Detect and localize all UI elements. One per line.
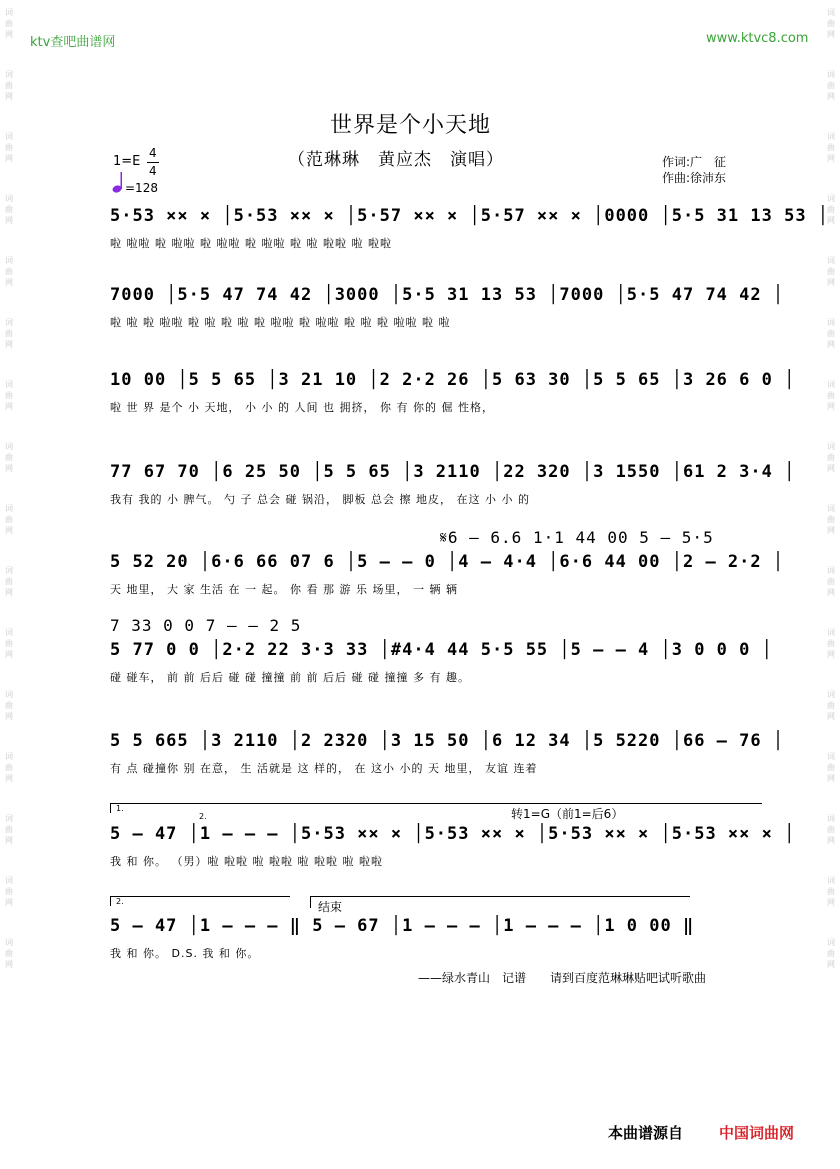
key-signature: 1=E — [113, 154, 141, 169]
score-row-4-notes: 77 67 70 │6 25 50 │5 5 65 │3 2110 │22 320 │3 1550 │61 2 3·4 │ — [110, 462, 796, 482]
watermark-glyph: 曲 — [827, 515, 835, 524]
volta-2-ending-label: 2. — [116, 897, 124, 906]
watermark-glyph: 曲 — [5, 81, 13, 90]
ending-label: 结束 — [318, 900, 343, 914]
watermark-glyph: 网 — [5, 30, 13, 39]
source-label: 本曲谱源自 — [608, 1124, 684, 1142]
watermark-glyph: 词 — [827, 814, 835, 823]
watermark-glyph: 曲 — [827, 453, 835, 462]
score-row-2-notes: 7000 │5·5 47 74 42 │3000 │5·5 31 13 53 │7000 │5·5 47 74 42 │ — [110, 285, 785, 305]
score-row-6-lyrics: 碰 碰车， 前 前 后后 碰 碰 撞撞 前 前 后后 碰 碰 撞撞 多 有 趣。 — [110, 671, 470, 684]
watermark-glyph: 曲 — [5, 391, 13, 400]
watermark-glyph: 曲 — [5, 763, 13, 772]
composer-credit: 作曲:徐沛东 — [662, 171, 727, 185]
watermark-glyph: 网 — [5, 402, 13, 411]
watermark-glyph: 网 — [827, 774, 835, 783]
watermark-glyph: 曲 — [827, 391, 835, 400]
volta-1-label: 1. — [116, 804, 124, 813]
watermark-glyph: 曲 — [827, 205, 835, 214]
watermark-glyph: 网 — [5, 278, 13, 287]
song-title: 世界是个小天地 — [330, 113, 492, 138]
watermark-glyph: 网 — [5, 340, 13, 349]
watermark-glyph: 词 — [5, 752, 13, 761]
score-row-5-lyrics: 天 地里， 大 家 生活 在 一 起。 你 看 那 游 乐 场里， 一 辆 辆 — [110, 583, 458, 596]
watermark-glyph: 词 — [827, 628, 835, 637]
watermark-glyph: 曲 — [827, 825, 835, 834]
watermark-glyph: 曲 — [827, 267, 835, 276]
volta-2-label: 2. — [199, 812, 207, 821]
watermark-glyph: 曲 — [827, 577, 835, 586]
watermark-glyph: 曲 — [5, 701, 13, 710]
watermark-glyph: 曲 — [827, 81, 835, 90]
watermark-glyph: 网 — [827, 92, 835, 101]
watermark-glyph: 词 — [5, 70, 13, 79]
watermark-glyph: 词 — [827, 442, 835, 451]
ending-bracket-start — [110, 896, 111, 906]
watermark-glyph: 曲 — [827, 701, 835, 710]
left-watermark-column — [2, 0, 16, 1169]
ending-bracket-line — [110, 896, 290, 897]
watermark-glyph: 词 — [5, 256, 13, 265]
watermark-glyph: 曲 — [5, 577, 13, 586]
watermark-glyph: 网 — [827, 154, 835, 163]
watermark-glyph: 词 — [5, 380, 13, 389]
watermark-glyph: 曲 — [5, 639, 13, 648]
watermark-glyph: 曲 — [5, 329, 13, 338]
watermark-glyph: 网 — [5, 588, 13, 597]
watermark-glyph: 词 — [827, 938, 835, 947]
score-row-5-upper-voice: 𝄋6 — 6.6 1·1 44 00 5 — 5·5 — [440, 528, 714, 547]
watermark-glyph: 网 — [827, 464, 835, 473]
watermark-glyph: 词 — [5, 938, 13, 947]
watermark-glyph: 词 — [827, 876, 835, 885]
watermark-glyph: 词 — [827, 256, 835, 265]
score-row-1-notes: 5·53 ×× × │5·53 ×× × │5·57 ×× × │5·57 ×× × │0000 │5·5 31 13 53 │ — [110, 206, 830, 226]
score-row-4-lyrics: 我有 我的 小 脾气。 勺 子 总会 碰 锅沿， 脚板 总会 擦 地皮， 在这 小 小 的 — [110, 493, 530, 506]
watermark-glyph: 网 — [5, 712, 13, 721]
watermark-glyph: 网 — [5, 216, 13, 225]
source-site-link[interactable]: 中国词曲网 — [719, 1124, 795, 1142]
watermark-glyph: 词 — [5, 566, 13, 575]
watermark-glyph: 网 — [5, 836, 13, 845]
watermark-glyph: 词 — [5, 690, 13, 699]
watermark-glyph: 词 — [827, 318, 835, 327]
score-row-5-notes: 5 52 20 │6·6 66 07 6 │5 — — 0 │4 — 4·4 │6·6 44 00 │2 — 2·2 │ — [110, 552, 785, 572]
watermark-glyph: 网 — [827, 898, 835, 907]
quarter-note-icon — [112, 170, 124, 194]
watermark-glyph: 曲 — [5, 515, 13, 524]
watermark-glyph: 曲 — [827, 949, 835, 958]
site-link-left[interactable]: ktv查吧曲谱网 — [30, 35, 116, 50]
watermark-glyph: 网 — [827, 650, 835, 659]
volta-bracket-line — [110, 803, 762, 804]
watermark-glyph: 曲 — [827, 763, 835, 772]
score-row-7-lyrics: 有 点 碰撞你 别 在意， 生 活就是 这 样的， 在 这小 小的 天 地里， 友谊 连着 — [110, 762, 538, 775]
score-row-3-notes: 10 00 │5 5 65 │3 21 10 │2 2·2 26 │5 63 30 │5 5 65 │3 26 6 0 │ — [110, 370, 796, 390]
watermark-glyph: 词 — [5, 8, 13, 17]
watermark-glyph: 词 — [5, 442, 13, 451]
watermark-glyph: 网 — [5, 526, 13, 535]
coda-bracket-line — [310, 896, 690, 897]
score-row-1-lyrics: 啦 啦啦 啦 啦啦 啦 啦啦 啦 啦啦 啦 啦 啦啦 啦 啦啦 — [110, 237, 392, 250]
right-watermark-column — [824, 0, 838, 1169]
watermark-glyph: 词 — [827, 194, 835, 203]
watermark-glyph: 词 — [5, 504, 13, 513]
watermark-glyph: 曲 — [5, 453, 13, 462]
watermark-glyph: 网 — [5, 154, 13, 163]
watermark-glyph: 网 — [827, 836, 835, 845]
watermark-glyph: 网 — [827, 960, 835, 969]
watermark-glyph: 网 — [827, 340, 835, 349]
watermark-glyph: 网 — [827, 402, 835, 411]
watermark-glyph: 网 — [827, 278, 835, 287]
watermark-glyph: 词 — [827, 566, 835, 575]
watermark-glyph: 网 — [5, 898, 13, 907]
score-row-6-notes: 5 77 0 0 │2·2 22 3·3 33 │#4·4 44 5·5 55 │5 — — 4 │3 0 0 0 │ — [110, 640, 773, 660]
key-change-marking: 转1=G（前1=后6） — [511, 807, 624, 821]
song-singers: （范琳琳 黄应杰 演唱） — [288, 150, 504, 170]
watermark-glyph: 网 — [5, 92, 13, 101]
watermark-glyph: 词 — [827, 70, 835, 79]
watermark-glyph: 网 — [827, 588, 835, 597]
score-row-8-notes: 5 — 47 │1 — — — │5·53 ×× × │5·53 ×× × │5·53 ×× × │5·53 ×× × │ — [110, 824, 796, 844]
watermark-glyph: 网 — [827, 712, 835, 721]
score-row-8-lyrics: 我 和 你。 （男）啦 啦啦 啦 啦啦 啦 啦啦 啦 啦啦 — [110, 855, 383, 868]
watermark-glyph: 网 — [827, 216, 835, 225]
score-row-6-upper-voice: 7 33 0 0 7 — — 2 5 — [110, 616, 302, 635]
watermark-glyph: 词 — [5, 814, 13, 823]
watermark-glyph: 词 — [827, 8, 835, 17]
watermark-glyph: 曲 — [5, 267, 13, 276]
score-row-9-lyrics: 我 和 你。 D.S. 我 和 你。 — [110, 947, 260, 960]
watermark-glyph: 词 — [827, 380, 835, 389]
watermark-glyph: 词 — [827, 752, 835, 761]
watermark-glyph: 曲 — [5, 825, 13, 834]
lyricist-credit: 作词:广 征 — [662, 155, 727, 169]
time-signature-bottom: 4 — [149, 164, 157, 178]
watermark-glyph: 词 — [5, 194, 13, 203]
watermark-glyph: 词 — [5, 318, 13, 327]
watermark-glyph: 词 — [827, 132, 835, 141]
watermark-glyph: 网 — [5, 960, 13, 969]
watermark-glyph: 词 — [5, 628, 13, 637]
watermark-glyph: 曲 — [827, 639, 835, 648]
watermark-glyph: 网 — [5, 774, 13, 783]
watermark-glyph: 曲 — [827, 329, 835, 338]
watermark-glyph: 曲 — [5, 949, 13, 958]
score-row-2-lyrics: 啦 啦 啦 啦啦 啦 啦 啦 啦 啦 啦啦 啦 啦啦 啦 啦 啦 啦啦 啦 啦 — [110, 316, 451, 329]
score-row-9-notes: 5 — 47 │1 — — — ‖ 5 — 67 │1 — — — │1 — — — │1 0 00 ‖ — [110, 916, 695, 936]
transcriber-credit: ——绿水青山 记谱 请到百度范琳琳贴吧试听歌曲 — [418, 971, 707, 985]
watermark-glyph: 网 — [827, 526, 835, 535]
watermark-glyph: 词 — [827, 690, 835, 699]
watermark-glyph: 曲 — [827, 143, 835, 152]
watermark-glyph: 曲 — [827, 887, 835, 896]
site-link-right[interactable]: www.ktvc8.com — [706, 31, 809, 46]
volta-bracket-start — [110, 803, 111, 813]
score-row-7-notes: 5 5 665 │3 2110 │2 2320 │3 15 50 │6 12 34 │5 5220 │66 — 76 │ — [110, 731, 785, 751]
score-row-3-lyrics: 啦 世 界 是个 小 天地， 小 小 的 人间 也 拥挤， 你 有 你的 倔 性格， — [110, 401, 494, 414]
time-signature-top: 4 — [149, 146, 157, 160]
time-signature-line — [147, 162, 159, 163]
watermark-glyph: 网 — [827, 30, 835, 39]
watermark-glyph: 曲 — [827, 19, 835, 28]
watermark-glyph: 词 — [5, 876, 13, 885]
watermark-glyph: 词 — [827, 504, 835, 513]
watermark-glyph: 曲 — [5, 19, 13, 28]
watermark-glyph: 网 — [5, 650, 13, 659]
watermark-glyph: 曲 — [5, 887, 13, 896]
watermark-glyph: 曲 — [5, 143, 13, 152]
watermark-glyph: 词 — [5, 132, 13, 141]
tempo-marking: =128 — [125, 181, 158, 195]
watermark-glyph: 网 — [5, 464, 13, 473]
coda-bracket-start — [310, 896, 311, 908]
watermark-glyph: 曲 — [5, 205, 13, 214]
